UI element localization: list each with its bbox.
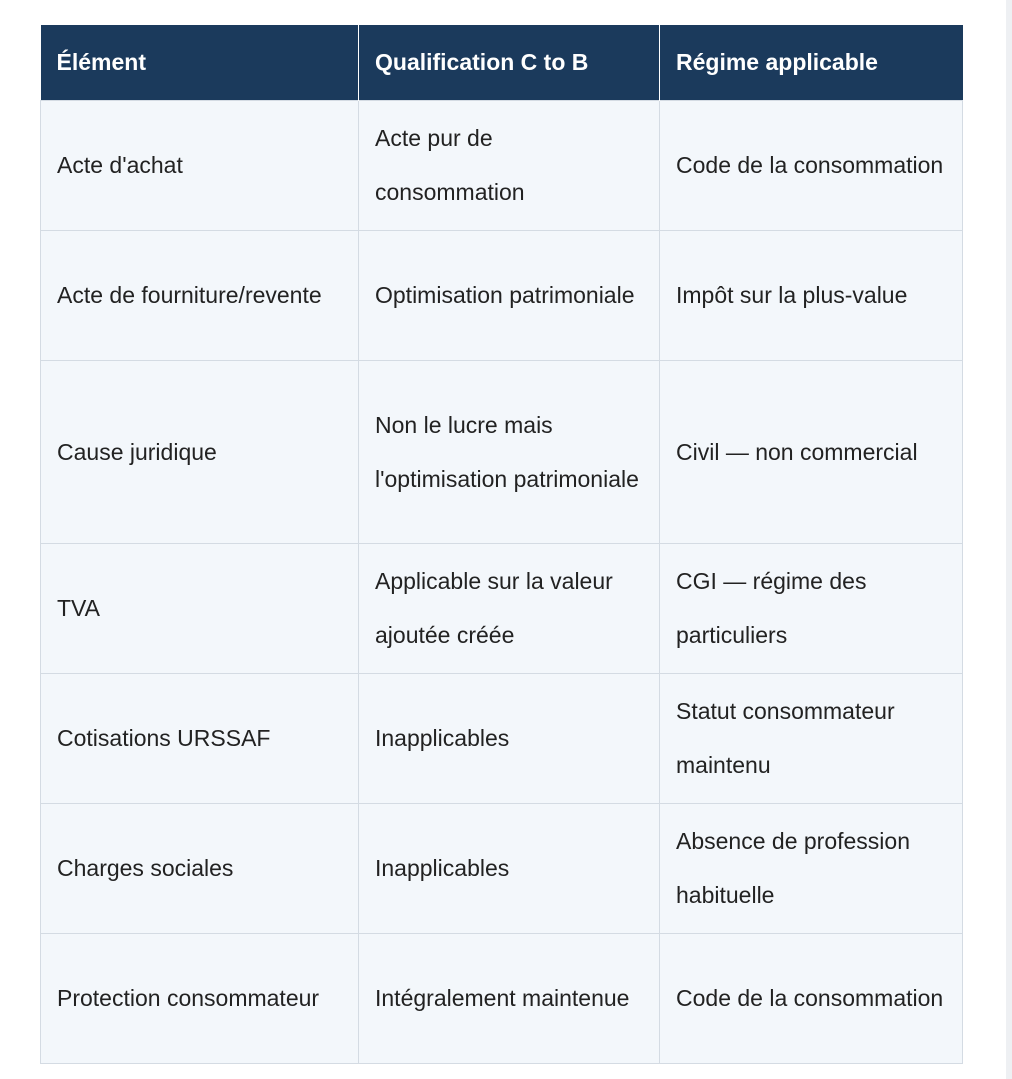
- cell-qualification: Inapplicables: [359, 673, 660, 803]
- header-element: Élément: [41, 25, 359, 100]
- cell-qualification: Intégralement maintenue: [359, 933, 660, 1063]
- cell-qualification: Optimisation patrimoniale: [359, 230, 660, 360]
- cell-element: Acte d'achat: [41, 100, 359, 230]
- header-regime: Régime applicable: [660, 25, 963, 100]
- cell-regime: Impôt sur la plus-value: [660, 230, 963, 360]
- table-row: [41, 543, 963, 673]
- cell-element: Cotisations URSSAF: [41, 673, 359, 803]
- page-edge: [1006, 0, 1012, 1079]
- table-row: [41, 803, 963, 933]
- table-row: [41, 360, 963, 543]
- cell-regime: CGI — régime des particuliers: [660, 543, 963, 673]
- cell-element: Protection consommateur: [41, 933, 359, 1063]
- cell-regime: Code de la consommation: [660, 100, 963, 230]
- header-row: [41, 25, 963, 100]
- cell-regime: Statut consommateur maintenu: [660, 673, 963, 803]
- table-header: [41, 25, 963, 100]
- cell-regime: Absence de profession habituelle: [660, 803, 963, 933]
- table-row: [41, 673, 963, 803]
- cell-regime: Civil — non commercial: [660, 360, 963, 543]
- cell-qualification: Inapplicables: [359, 803, 660, 933]
- cell-qualification: Non le lucre mais l'optimisation patrimoniale: [359, 360, 660, 543]
- cell-qualification: Applicable sur la valeur ajoutée créée: [359, 543, 660, 673]
- cell-element: TVA: [41, 543, 359, 673]
- comparison-table: [40, 25, 963, 1064]
- table-row: [41, 933, 963, 1063]
- cell-element: Charges sociales: [41, 803, 359, 933]
- cell-element: Acte de fourniture/revente: [41, 230, 359, 360]
- table-row: [41, 100, 963, 230]
- table-body: [41, 100, 963, 1063]
- cell-regime: Code de la consommation: [660, 933, 963, 1063]
- cell-qualification: Acte pur de consommation: [359, 100, 660, 230]
- header-qualification: Qualification C to B: [359, 25, 660, 100]
- table-row: [41, 230, 963, 360]
- cell-element: Cause juridique: [41, 360, 359, 543]
